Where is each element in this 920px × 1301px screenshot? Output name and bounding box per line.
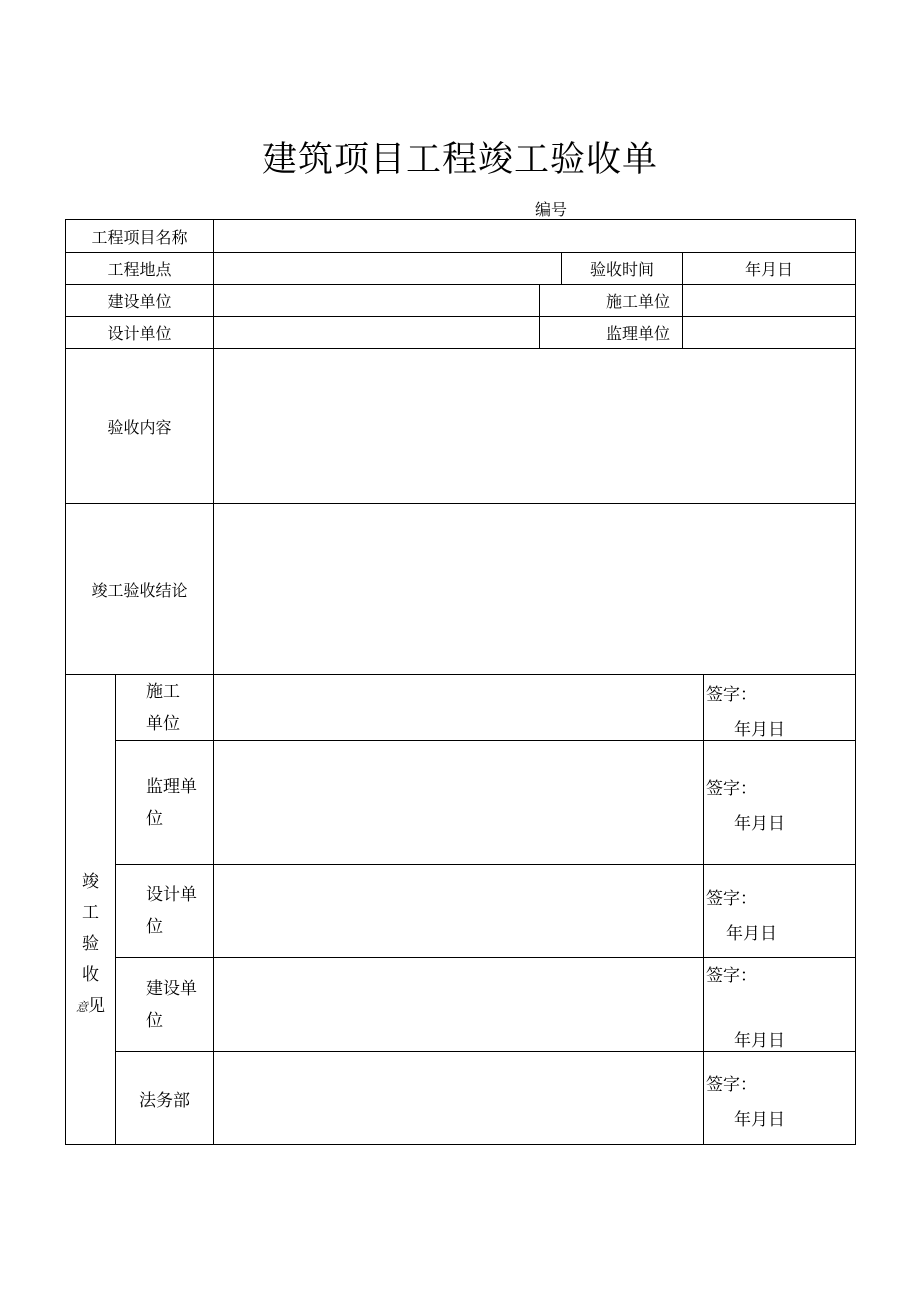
supervision-field[interactable] xyxy=(683,317,856,349)
party-sign-supervision[interactable]: 签字： 年月日 xyxy=(704,741,856,865)
party-label-design: 设计单 位 xyxy=(116,865,214,958)
opinion-char: 工 xyxy=(82,902,99,923)
conclusion-label: 竣工验收结论 xyxy=(66,504,214,675)
opinion-char: 竣 xyxy=(82,871,99,892)
supervision-label: 监理单位 xyxy=(540,317,683,349)
location-field[interactable] xyxy=(214,253,562,285)
party-label-legal: 法务部 xyxy=(116,1052,214,1145)
page-title: 建筑项目工程竣工验收单 xyxy=(261,140,658,180)
design-org-field[interactable] xyxy=(214,317,540,349)
party-sign-builder[interactable]: 签字： 年月日 xyxy=(704,675,856,741)
builder-label: 施工单位 xyxy=(540,285,683,317)
conclusion-field[interactable] xyxy=(214,504,856,675)
opinion-char-last: 意见 xyxy=(75,995,105,1016)
construction-org-label: 建设单位 xyxy=(66,285,214,317)
party-sign-legal[interactable]: 签字： 年月日 xyxy=(704,1052,856,1145)
location-label: 工程地点 xyxy=(66,253,214,285)
doc-number-label: 编号 xyxy=(535,200,568,219)
party-label-builder: 施工 单位 xyxy=(116,675,214,741)
construction-org-field[interactable] xyxy=(214,285,540,317)
party-opinion-construction[interactable] xyxy=(214,958,704,1052)
content-label: 验收内容 xyxy=(66,349,214,504)
party-opinion-legal[interactable] xyxy=(214,1052,704,1145)
builder-field[interactable] xyxy=(683,285,856,317)
party-sign-construction[interactable]: 签字： 年月日 xyxy=(704,958,856,1052)
inspection-time-label: 验收时间 xyxy=(562,253,683,285)
opinion-char: 验 xyxy=(82,933,99,954)
party-opinion-supervision[interactable] xyxy=(214,741,704,865)
opinion-char: 收 xyxy=(82,964,99,985)
project-name-label: 工程项目名称 xyxy=(66,220,214,253)
party-opinion-design[interactable] xyxy=(214,865,704,958)
project-name-field[interactable] xyxy=(214,220,856,253)
opinion-vertical-label xyxy=(66,675,116,1145)
design-org-label: 设计单位 xyxy=(66,317,214,349)
party-sign-design[interactable]: 签字： 年月日 xyxy=(704,865,856,958)
inspection-time-field[interactable]: 年月日 xyxy=(683,253,856,285)
content-field[interactable] xyxy=(214,349,856,504)
party-label-construction: 建设单 位 xyxy=(116,958,214,1052)
party-opinion-builder[interactable] xyxy=(214,675,704,741)
party-label-supervision: 监理单 位 xyxy=(116,741,214,865)
acceptance-form-table xyxy=(65,219,856,1145)
